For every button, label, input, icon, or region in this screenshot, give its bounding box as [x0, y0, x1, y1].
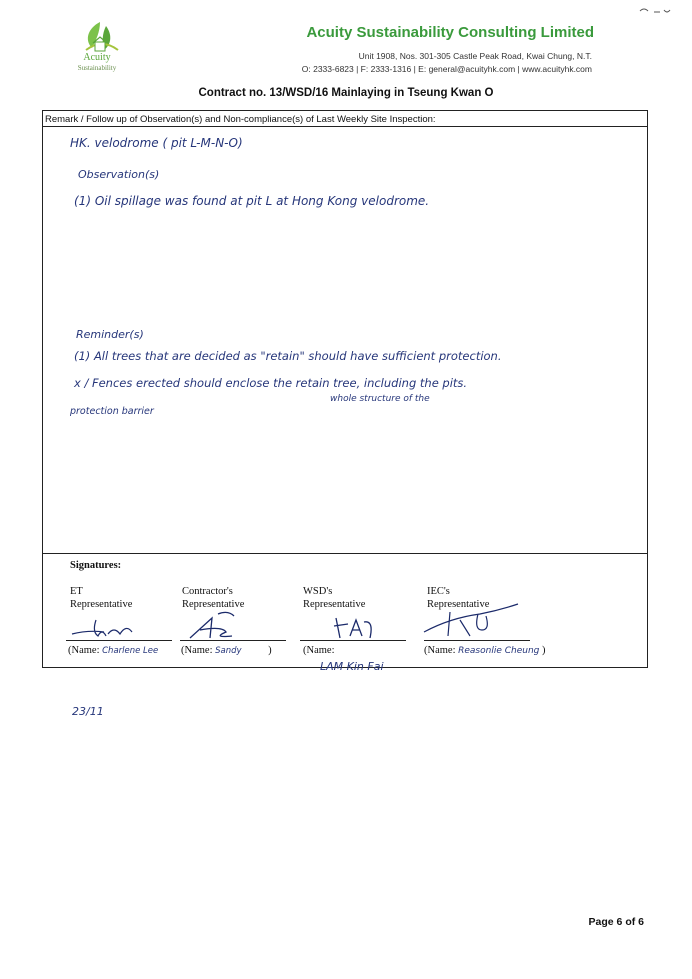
handwritten-date: 23/11: [72, 705, 104, 718]
iec-name-field: (Name: Reasonlie Cheung ): [424, 645, 546, 656]
handwritten-observation-1: (1) Oil spillage was found at pit L at Hong Kong velodrome.: [74, 194, 430, 208]
remark-heading-divider: [42, 126, 648, 127]
et-role-label: ET Representative: [70, 586, 133, 610]
logo-subtext: Sustainability: [77, 64, 117, 72]
corner-scribble: [638, 6, 672, 16]
contractor-signature-line: [180, 640, 286, 641]
wsd-signature: [330, 612, 380, 642]
handwritten-reminder-3: protection barrier: [70, 406, 154, 417]
wsd-name-value: LAM Kin Fai: [320, 660, 384, 673]
page-number: Page 6 of 6: [588, 916, 644, 928]
handwritten-location: HK. velodrome ( pit L-M-N-O): [70, 136, 243, 150]
logo-wordmark: [62, 52, 132, 74]
logo-text: Acuity: [83, 52, 111, 63]
company-name: Acuity Sustainability Consulting Limited: [306, 24, 594, 41]
et-name-field: (Name: Charlene Lee: [68, 645, 159, 656]
contractor-name-value: Sandy: [215, 646, 242, 656]
handwritten-reminder-1: (1) All trees that are decided as "retain" should have sufficient protection.: [74, 349, 502, 363]
iec-signature: [420, 600, 520, 642]
iec-role-label: IEC's Representative: [427, 586, 490, 610]
company-contact: O: 2333-6823 | F: 2333-1316 | E: general@acuityhk.com | www.acuityhk.com: [301, 64, 592, 74]
et-signature-line: [66, 640, 172, 641]
handwritten-observation-heading: Observation(s): [78, 168, 160, 181]
wsd-signature-line: [300, 640, 406, 641]
wsd-name-field: (Name:: [303, 645, 335, 656]
et-name-value: Charlene Lee: [102, 646, 159, 656]
et-signature: [68, 612, 138, 642]
contract-title: Contract no. 13/WSD/16 Mainlaying in Tseung Kwan O: [198, 87, 494, 99]
iec-name-value: Reasonlie Cheung: [458, 646, 540, 656]
wsd-role-label: WSD's Representative: [303, 586, 366, 610]
remark-heading: Remark / Follow up of Observation(s) and Non-compliance(s) of Last Weekly Site Inspection:: [45, 114, 436, 125]
handwritten-reminder-heading: Reminder(s): [76, 328, 144, 341]
handwritten-reminder-2: x / Fences erected should enclose the retain tree, including the pits.: [74, 376, 468, 390]
handwritten-reminder-2-insert: whole structure of the: [330, 394, 430, 404]
signatures-title: Signatures:: [70, 560, 122, 571]
signature-divider: [42, 553, 648, 554]
company-address: Unit 1908, Nos. 301-305 Castle Peak Road, Kwai Chung, N.T.: [358, 51, 592, 61]
contractor-role-label: Contractor's Representative: [182, 586, 245, 610]
iec-signature-line: [424, 640, 530, 641]
contractor-name-field: (Name: Sandy ): [181, 645, 272, 656]
contractor-signature: [182, 608, 262, 644]
